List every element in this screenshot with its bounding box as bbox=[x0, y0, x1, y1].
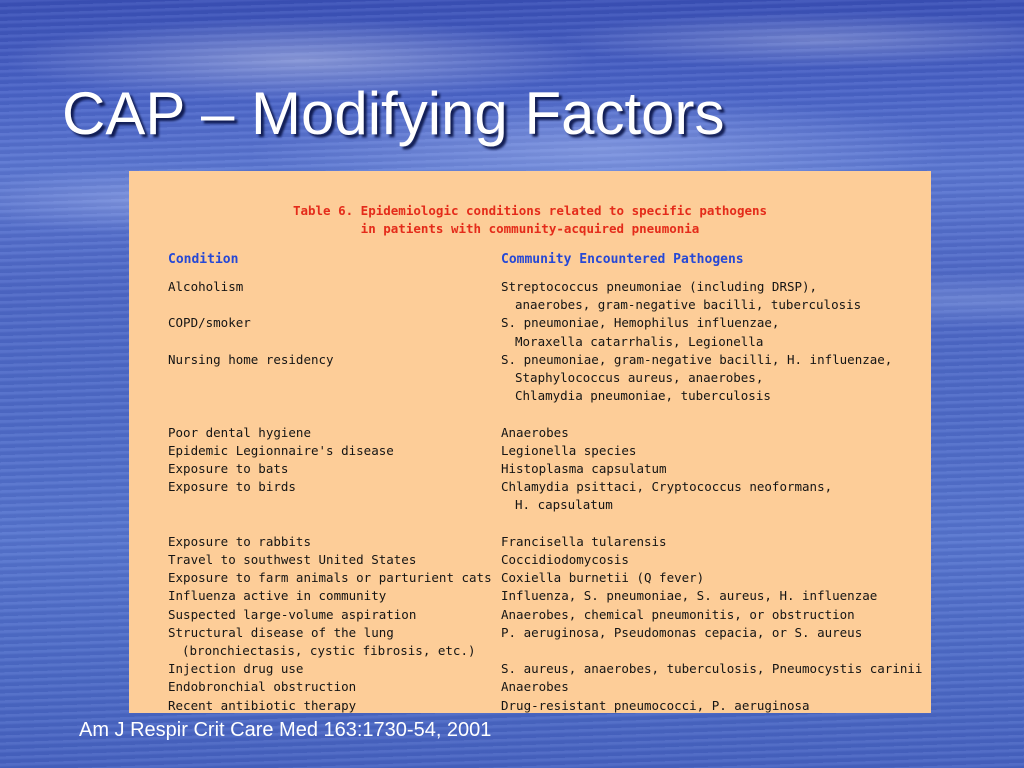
condition-text: Exposure to rabbits bbox=[168, 533, 311, 549]
pathogens-text: Anaerobes bbox=[501, 679, 569, 695]
column-header-pathogens: Community Encountered Pathogens bbox=[501, 252, 744, 267]
condition-text: COPD/smoker bbox=[168, 315, 251, 331]
pathogens-cell bbox=[501, 478, 908, 514]
condition-cell bbox=[168, 442, 501, 460]
pathogens-text: Chlamydia pneumoniae, tuberculosis bbox=[515, 388, 771, 404]
slide-title: CAP – Modifying Factors bbox=[62, 80, 725, 147]
pathogens-text: S. pneumoniae, Hemophilus influenzae, bbox=[501, 315, 780, 331]
condition-cell bbox=[168, 697, 501, 715]
table-caption bbox=[129, 202, 931, 238]
pathogens-text: Coccidiodomycosis bbox=[501, 552, 629, 568]
condition-cell bbox=[168, 351, 501, 406]
table-caption-line-2: in patients with community-acquired pneumonia bbox=[360, 221, 700, 236]
pathogens-text: Coxiella burnetii (Q fever) bbox=[501, 570, 705, 586]
condition-cell bbox=[168, 569, 501, 587]
condition-cell bbox=[168, 278, 501, 314]
table-row bbox=[168, 314, 908, 350]
table-row bbox=[168, 660, 923, 678]
table-caption-line-1: Table 6. Epidemiologic conditions related to specific pathogens bbox=[292, 203, 768, 218]
pathogens-cell bbox=[501, 278, 908, 314]
condition-text: Exposure to farm animals or parturient cats bbox=[168, 570, 492, 586]
table-row bbox=[168, 424, 908, 442]
condition-text: Poor dental hygiene bbox=[168, 424, 311, 440]
table-row bbox=[168, 606, 908, 624]
pathogens-text: Drug-resistant pneumococci, P. aeruginosa bbox=[501, 697, 810, 713]
condition-cell bbox=[168, 551, 501, 569]
pathogens-text: Anaerobes, chemical pneumonitis, or obstruction bbox=[501, 606, 855, 622]
table-row bbox=[168, 278, 908, 314]
column-header-condition: Condition bbox=[168, 252, 239, 267]
table-row bbox=[168, 533, 908, 551]
pathogens-cell bbox=[501, 624, 908, 660]
condition-text: Nursing home residency bbox=[168, 351, 334, 367]
pathogens-cell bbox=[501, 314, 908, 350]
condition-cell bbox=[168, 606, 501, 624]
condition-cell bbox=[168, 624, 501, 660]
condition-text: Travel to southwest United States bbox=[168, 552, 417, 568]
condition-text: Exposure to birds bbox=[168, 479, 296, 495]
pathogens-cell bbox=[501, 569, 908, 587]
condition-text: (bronchiectasis, cystic fibrosis, etc.) bbox=[182, 643, 476, 659]
condition-cell bbox=[168, 678, 501, 696]
condition-cell bbox=[168, 660, 501, 678]
table-row bbox=[168, 551, 908, 569]
table-row bbox=[168, 351, 908, 406]
epidemiologic-table bbox=[129, 171, 931, 713]
pathogens-cell bbox=[501, 551, 908, 569]
pathogens-text: Anaerobes bbox=[501, 424, 569, 440]
condition-text: Influenza active in community bbox=[168, 588, 387, 604]
pathogens-text: anaerobes, gram-negative bacilli, tuberculosis bbox=[515, 297, 862, 313]
pathogens-cell bbox=[501, 351, 908, 406]
pathogens-cell bbox=[501, 442, 908, 460]
pathogens-text: Staphylococcus aureus, anaerobes, bbox=[515, 370, 764, 386]
pathogens-cell bbox=[501, 533, 908, 551]
table-row bbox=[168, 678, 908, 696]
condition-cell bbox=[168, 533, 501, 551]
pathogens-text: Histoplasma capsulatum bbox=[501, 461, 667, 477]
citation: Am J Respir Crit Care Med 163:1730-54, 2001 bbox=[79, 719, 492, 741]
pathogens-text: Moraxella catarrhalis, Legionella bbox=[515, 333, 764, 349]
condition-text: Endobronchial obstruction bbox=[168, 679, 357, 695]
condition-cell bbox=[168, 478, 501, 514]
table-row bbox=[168, 442, 908, 460]
condition-text: Injection drug use bbox=[168, 661, 304, 677]
pathogens-cell bbox=[501, 697, 908, 715]
pathogens-text: H. capsulatum bbox=[515, 497, 613, 513]
table-body bbox=[168, 278, 923, 715]
table-row bbox=[168, 587, 908, 605]
pathogens-cell bbox=[501, 460, 908, 478]
condition-cell bbox=[168, 424, 501, 442]
pathogens-text: S. aureus, anaerobes, tuberculosis, Pneumocystis carinii bbox=[501, 661, 923, 677]
condition-text: Alcoholism bbox=[168, 279, 244, 294]
condition-text: Structural disease of the lung bbox=[168, 624, 394, 640]
condition-cell bbox=[168, 314, 501, 350]
pathogens-cell bbox=[501, 424, 908, 442]
pathogens-text: Legionella species bbox=[501, 442, 637, 458]
pathogens-cell bbox=[501, 678, 908, 696]
condition-text: Epidemic Legionnaire's disease bbox=[168, 442, 394, 458]
table-row bbox=[168, 478, 908, 514]
pathogens-text: Francisella tularensis bbox=[501, 533, 667, 549]
condition-text: Recent antibiotic therapy bbox=[168, 697, 357, 713]
pathogens-text: P. aeruginosa, Pseudomonas cepacia, or S. aureus bbox=[501, 624, 863, 640]
condition-cell bbox=[168, 587, 501, 605]
condition-text: Suspected large-volume aspiration bbox=[168, 606, 417, 622]
pathogens-cell bbox=[501, 660, 922, 678]
pathogens-text: Streptococcus pneumoniae (including DRSP), bbox=[501, 279, 818, 294]
pathogens-cell bbox=[501, 587, 908, 605]
pathogens-text: Influenza, S. pneumoniae, S. aureus, H. influenzae bbox=[501, 588, 878, 604]
pathogens-text: S. pneumoniae, gram-negative bacilli, H. influenzae, bbox=[501, 351, 893, 367]
condition-cell bbox=[168, 460, 501, 478]
condition-text: Exposure to bats bbox=[168, 461, 289, 477]
pathogens-text: Chlamydia psittaci, Cryptococcus neoformans, bbox=[501, 479, 833, 495]
table-row bbox=[168, 460, 908, 478]
pathogens-cell bbox=[501, 606, 908, 624]
table-row bbox=[168, 624, 908, 660]
table-row bbox=[168, 569, 908, 587]
table-row bbox=[168, 697, 908, 715]
